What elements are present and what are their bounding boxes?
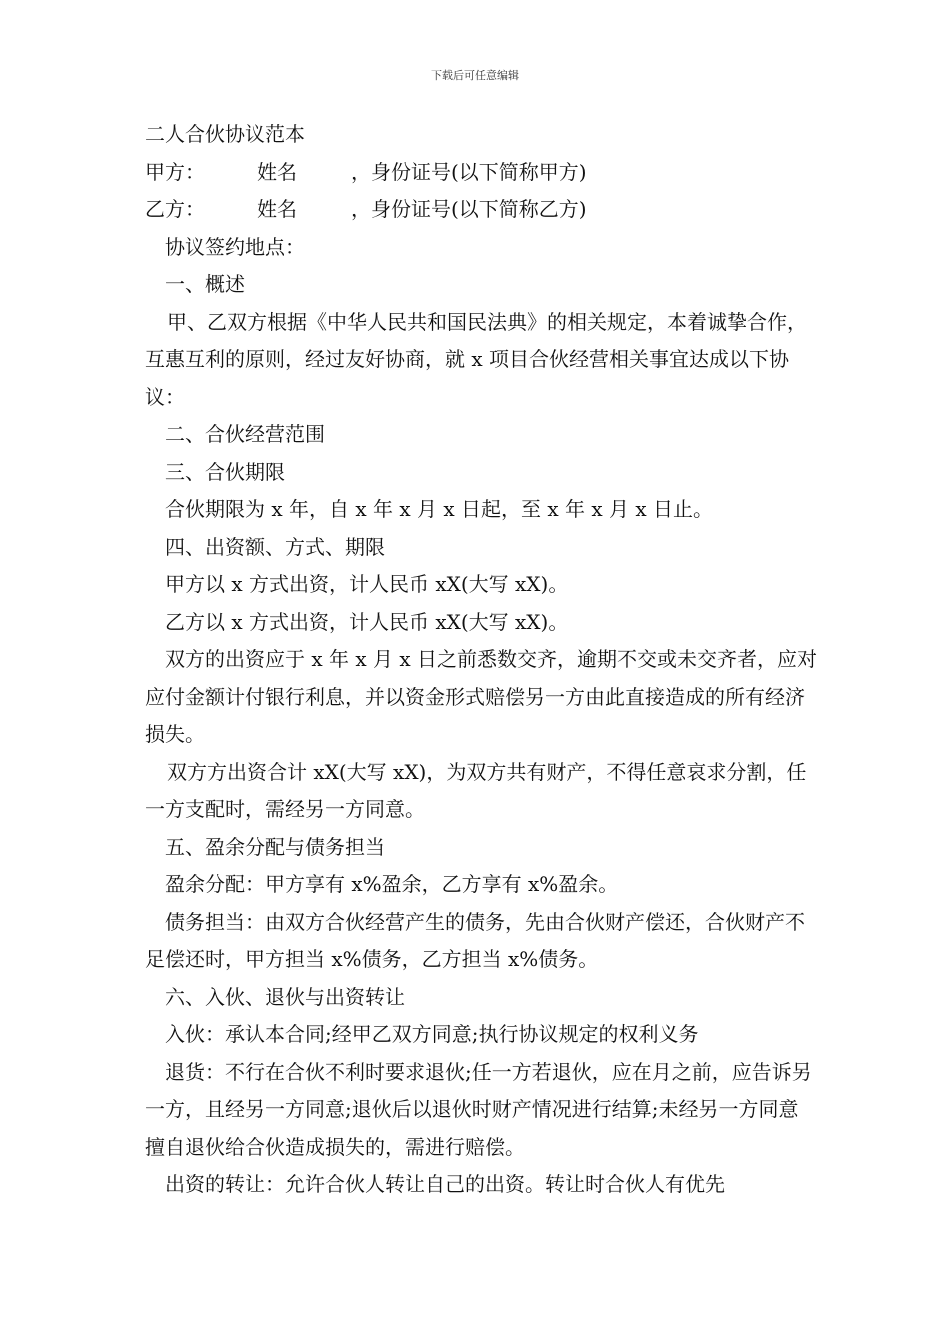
section-6-join-paragraph: 入伙：承认本合同;经甲乙双方同意;执行协议规定的权利义务 xyxy=(165,1022,699,1046)
section-4-party-b-contribution: 乙方以 x 方式出资，计人民币 xX(大写 xX)。 xyxy=(165,609,569,634)
section-4-party-a-contribution: 甲方以 x 方式出资，计人民币 xX(大写 xX)。 xyxy=(165,572,569,596)
party-a-id-text: ，身份证号(以下简称甲方) xyxy=(351,159,587,184)
party-a-line xyxy=(145,154,817,192)
section-2-heading: 二、合伙经营范围 xyxy=(165,422,325,446)
party-a-role: 甲方： xyxy=(145,159,205,184)
party-a-name-label: 姓名 xyxy=(257,159,297,184)
sign-place: 协议签约地点： xyxy=(165,234,305,259)
section-4-heading: 四、出资额、方式、期限 xyxy=(165,534,385,559)
party-b-name-label: 姓名 xyxy=(257,197,297,221)
section-4-deadline-paragraph: 双方的出资应于 x 年 x 月 x 日之前悉数交齐，逾期不交或未交齐者，应对应付金额计付银行利息，并以资金形式赔偿另一方由此直接造成的所有经济损失。 xyxy=(145,647,817,746)
section-5-profit-paragraph: 盈余分配：甲方享有 x%盈余，乙方享有 x%盈余。 xyxy=(165,872,619,896)
party-b-role: 乙方： xyxy=(145,197,205,221)
section-5-heading: 五、盈余分配与债务担当 xyxy=(165,834,385,859)
party-b-id-text: ，身份证号(以下简称乙方) xyxy=(351,197,587,221)
section-3-heading: 三、合伙期限 xyxy=(165,459,285,484)
section-6-withdraw-paragraph: 退货：不行在合伙不利时要求退伙;任一方若退伙，应在月之前，应告诉另一方，且经另一方同意;退伙后以退伙时财产情况进行结算;未经另一方同意擅自退伙给合伙造成损失的，需进行赔偿。 xyxy=(145,1059,812,1159)
section-5-debt-paragraph: 债务担当：由双方合伙经营产生的债务，先由合伙财产偿还，合伙财产不足偿还时，甲方担当 x%债务，乙方担当 x%债务。 xyxy=(145,909,805,971)
section-6-transfer-paragraph: 出资的转让：允许合伙人转让自己的出资。转让时合伙人有优先 xyxy=(165,1172,725,1196)
party-b-line xyxy=(145,191,817,229)
section-1-heading: 一、概述 xyxy=(165,272,245,296)
header-note: 下载后可任意编辑 xyxy=(431,69,519,82)
document-body xyxy=(145,116,817,1204)
section-1-paragraph: 甲、乙双方根据《中华人民共和国民法典》的相关规定，本着诚挚合作，互惠互利的原则，经过友好协商，就 x 项目合伙经营相关事宜达成以下协议： xyxy=(145,309,807,409)
section-4-total-paragraph: 双方方出资合计 xX(大写 xX)，为双方共有财产，不得任意哀求分割，任一方支配时，需经另一方同意。 xyxy=(145,759,807,821)
section-3-paragraph: 合伙期限为 x 年，自 x 年 x 月 x 日起，至 x 年 x 月 x 日止。 xyxy=(165,497,713,521)
section-6-heading: 六、入伙、退伙与出资转让 xyxy=(165,984,405,1009)
document-title: 二人合伙协议范本 xyxy=(145,122,305,146)
